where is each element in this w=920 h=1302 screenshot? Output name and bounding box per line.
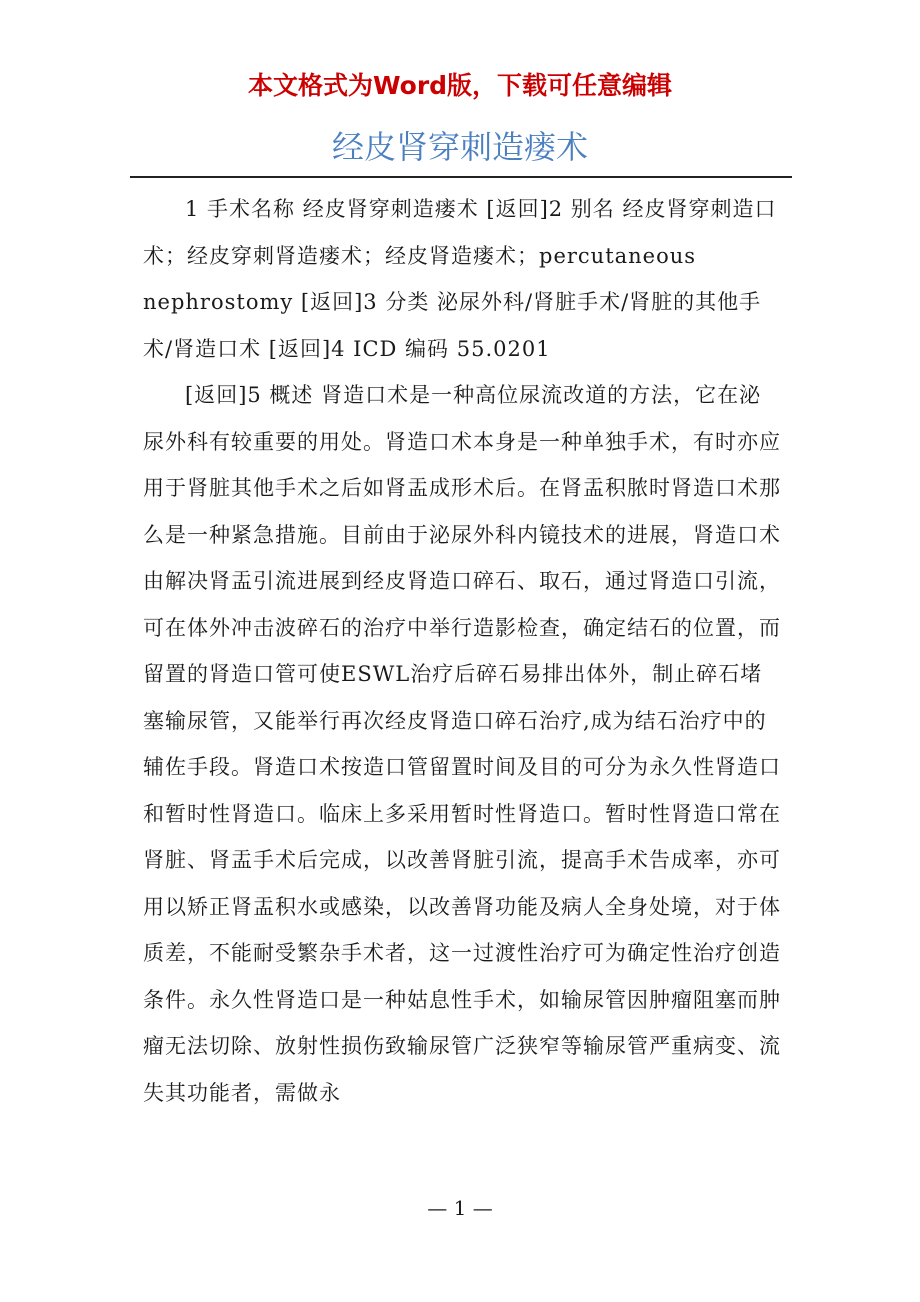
- document-body: [143, 186, 783, 1116]
- paragraph-overview: [返回]5 概述 肾造口术是一种高位尿流改道的方法，它在泌尿外科有较重要的用处。肾造口术本身是一种单独手术，有时亦应用于肾脏其他手术之后如肾盂成形术后。在肾盂积脓时肾造口术那么是一种紧急措施。目前由于泌尿外科内镜技术的进展，肾造口术由解决肾盂引流进展到经皮肾造口碎石、取石，通过肾造口引流，可在体外冲击波碎石的治疗中举行造影检查，确定结石的位置，而留置的肾造口管可使ESWL治疗后碎石易排出体外，制止碎石堵塞输尿管，又能举行再次经皮肾造口碎石治疗,成为结石治疗中的辅佐手段。肾造口术按造口管留置时间及目的可分为永久性肾造口和暂时性肾造口。临床上多采用暂时性肾造口。暂时性肾造口常在肾脏、肾盂手术后完成，以改善肾脏引流，提高手术告成率，亦可用以矫正肾盂积水或感染，以改善肾功能及病人全身处境，对于体质差，不能耐受繁杂手术者，这一过渡性治疗可为确定性治疗创造条件。永久性肾造口是一种姑息性手术，如输尿管因肿瘤阻塞而肿瘤无法切除、放射性损伤致输尿管广泛狭窄等输尿管严重病变、流失其功能者，需做永: [143, 383, 781, 1105]
- word-format-banner: 本文格式为Word版，下载可任意编辑: [247, 71, 673, 100]
- header-divider: [130, 176, 792, 178]
- page-number: — 1 —: [427, 1196, 493, 1220]
- page-title: 经皮肾穿刺造瘘术: [331, 128, 588, 166]
- paragraph-surgery-info: 1 手术名称 经皮肾穿刺造瘘术 [返回]2 别名 经皮肾穿刺造口术；经皮穿刺肾造瘘术；经皮肾造瘘术；percutaneous nephrostomy [返回]3 分类 泌尿外科/肾脏手术/肾脏的其他手术/肾造口术 [返回]4 ICD 编码 55.0201: [143, 197, 777, 361]
